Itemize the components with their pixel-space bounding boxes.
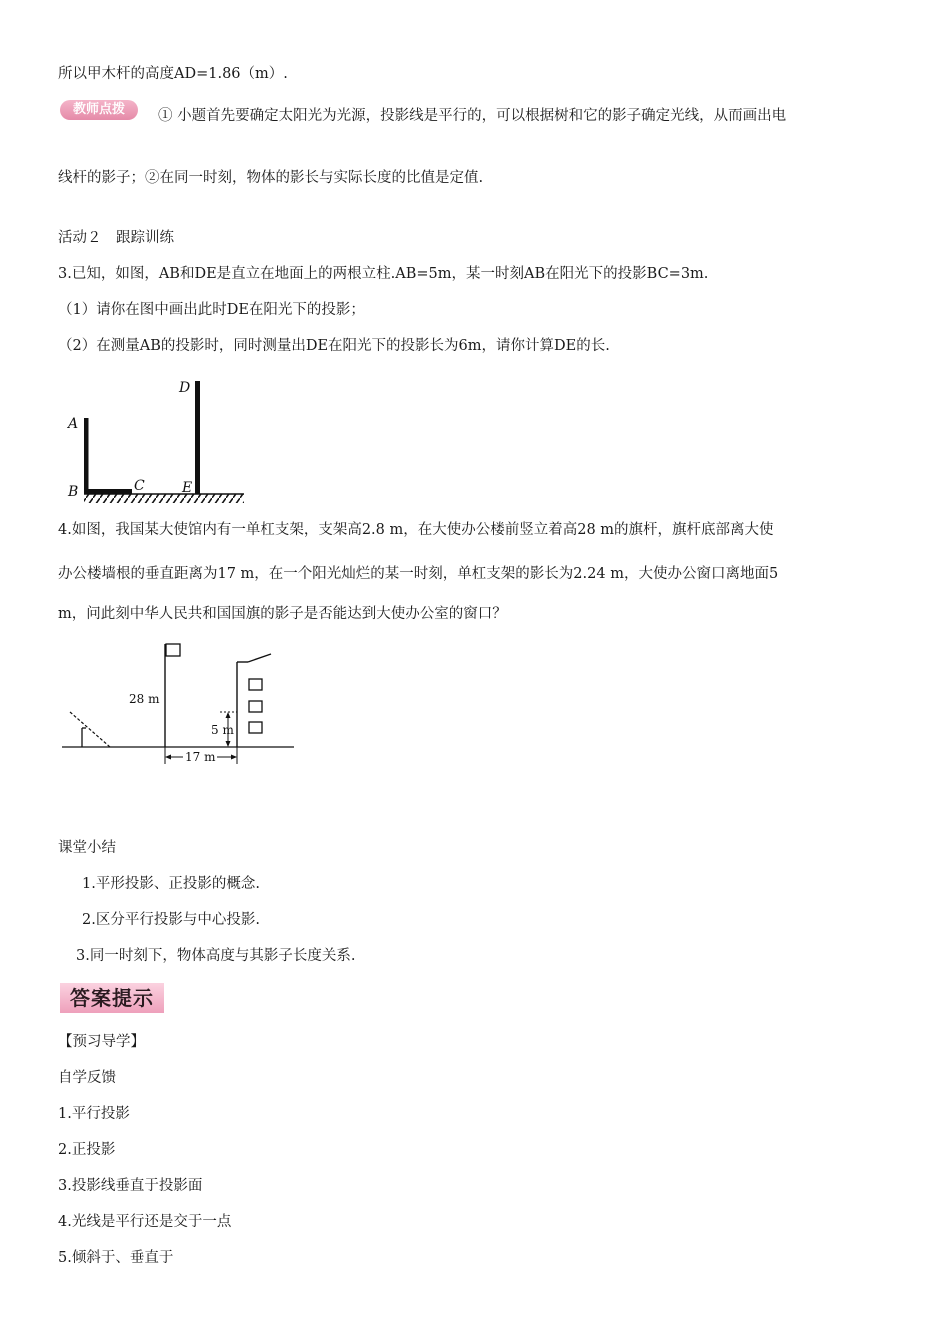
label-e: E — [182, 480, 193, 496]
q3-part-2: （2）在测量AB的投影时，同时测量出DE在阳光下的投影长为6m，请你计算DE的长. — [58, 338, 610, 354]
label-c: C — [134, 478, 145, 494]
preview-subtitle: 自学反馈 — [58, 1070, 116, 1086]
label-b: B — [68, 484, 79, 500]
label-a: A — [68, 416, 79, 432]
preview-title: 【预习导学】 — [58, 1034, 145, 1050]
q4-line-1: 4.如图，我国某大使馆内有一单杠支架，支架高2.8 m，在大使办公楼前竖立着高28 m的旗杆，旗杆底部离大使 — [58, 522, 774, 538]
preview-item-3: 3.投影线垂直于投影面 — [58, 1178, 203, 1194]
arrow-left — [165, 755, 171, 760]
q3-stem: 3.已知，如图，AB和DE是直立在地面上的两根立柱.AB=5m，某一时刻AB在阳光下的投影BC=3m. — [58, 266, 709, 282]
preview-item-2: 2.正投影 — [58, 1142, 116, 1158]
ground-hatch — [84, 494, 244, 503]
preview-item-1: 1.平行投影 — [58, 1106, 130, 1122]
teacher-tip-line-1: ① 小题首先要确定太阳光为光源，投影线是平行的，可以根据树和它的影子确定光线，从而画出电 — [158, 108, 787, 124]
summary-item-1: 1.平形投影、正投影的概念. — [82, 876, 260, 892]
window-3 — [249, 722, 262, 733]
q4-figure — [60, 640, 300, 770]
label-17m: 17 m — [185, 750, 216, 764]
q3-part-1: （1）请你在图中画出此时DE在阳光下的投影； — [58, 302, 365, 318]
answer-hint-banner: 答案提示 — [60, 983, 164, 1013]
label-5m: 5 m — [211, 723, 234, 737]
teacher-tip-badge: 教师点拨 — [60, 100, 138, 120]
answer-line-ad: 所以甲木杆的高度AD=1.86（m）. — [58, 66, 288, 82]
flag — [166, 644, 180, 656]
arrow-down — [226, 741, 231, 747]
preview-item-5: 5.倾斜于、垂直于 — [58, 1250, 174, 1266]
q4-line-3: m，问此刻中华人民共和国国旗的影子是否能达到大使办公室的窗口？ — [58, 606, 507, 622]
summary-item-3: 3.同一时刻下，物体高度与其影子长度关系. — [76, 948, 356, 964]
arrow-right — [231, 755, 237, 760]
sun-ray-dashed — [70, 712, 110, 747]
label-d: D — [179, 380, 191, 396]
pole-de — [195, 381, 200, 494]
window-1 — [249, 679, 262, 690]
shadow-bc — [84, 489, 132, 494]
window-2 — [249, 701, 262, 712]
q4-line-2: 办公楼墙根的垂直距离为17 m，在一个阳光灿烂的某一时刻，单杠支架的影长为2.24 m，大使办公窗口离地面5 — [58, 566, 779, 582]
preview-item-4: 4.光线是平行还是交于一点 — [58, 1214, 232, 1230]
summary-title: 课堂小结 — [58, 840, 116, 856]
arrow-up — [226, 712, 231, 718]
teacher-tip-line-2: 线杆的影子；②在同一时刻，物体的影长与实际长度的比值是定值. — [58, 170, 484, 186]
label-28m: 28 m — [129, 692, 160, 706]
activity-heading: 活动２ 跟踪训练 — [58, 230, 174, 246]
summary-item-2: 2.区分平行投影与中心投影. — [82, 912, 260, 928]
pole-ab — [84, 418, 89, 494]
building-roof-slope — [248, 654, 271, 662]
q3-figure — [58, 378, 258, 508]
